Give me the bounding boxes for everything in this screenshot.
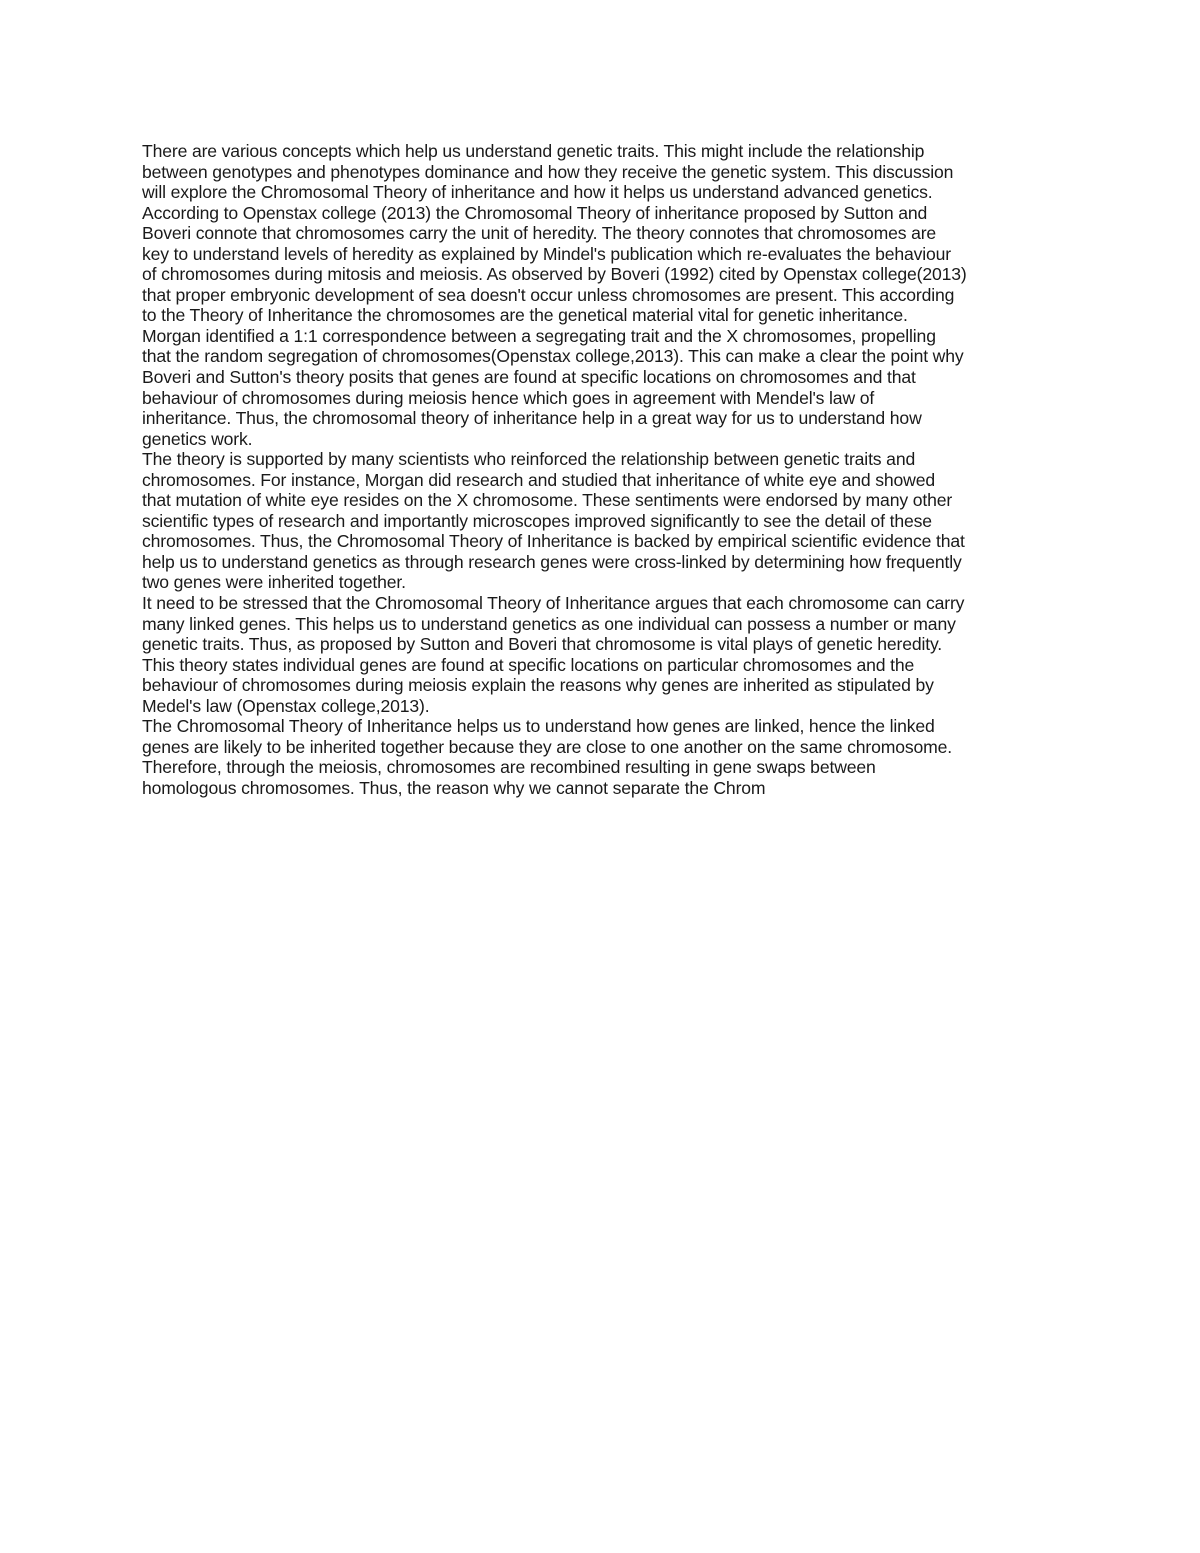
paragraph-4: The theory is supported by many scientists who reinforced the relationship between genetic traits and chromosomes. For instance, Morgan did research and studied that inheritance of white eye and showed that mutation of white eye resides on the X chromosome. These sentiments were endorsed by many other scientific types of research and importantly microscopes improved significantly to see the detail of these chromosomes. Thus, the Chromosomal Theory of Inheritance is backed by empirical scientific evidence that help us to understand genetics as through research genes were cross-linked by determining how frequently two genes were inherited together. [142,449,965,593]
paragraph-6: The Chromosomal Theory of Inheritance helps us to understand how genes are linked, hence the linked genes are likely to be inherited together because they are close to one another on the same chromosome. Therefore, through the meiosis, chromosomes are recombined resulting in gene swaps between homologous chromosomes. Thus, the reason why we cannot separate the Chrom [142,716,953,798]
body-text [142,141,967,799]
paragraph-1: There are various concepts which help us understand genetic traits. This might include the relationship between genotypes and phenotypes dominance and how they receive the genetic system. This discussion will explore the Chromosomal Theory of inheritance and how it helps us understand advanced genetics. [142,141,954,203]
paragraph-5: It need to be stressed that the Chromosomal Theory of Inheritance argues that each chromosome can carry many linked genes. This helps us to understand genetics as one individual can possess a number or many genetic traits. Thus, as proposed by Sutton and Boveri that chromosome is vital plays of genetic heredity. This theory states individual genes are found at specific locations on particular chromosomes and the behaviour of chromosomes during meiosis explain the reasons why genes are inherited as stipulated by Medel's law (Openstax college,2013). [142,593,965,716]
paragraph-2: According to Openstax college (2013) the Chromosomal Theory of inheritance proposed by Sutton and Boveri connote that chromosomes carry the unit of heredity. The theory connotes that chromosomes are key to understand levels of heredity as explained by Mindel's publication which re-evaluates the behaviour of chromosomes during mitosis and meiosis. As observed by Boveri (1992) cited by Openstax college(2013) that proper embryonic development of sea doesn't occur unless chromosomes are present. This according to the Theory of Inheritance the chromosomes are the genetical material vital for genetic inheritance. [142,202,967,326]
paragraph-3: Morgan identified a 1:1 correspondence between a segregating trait and the X chromosomes, propelling that the random segregation of chromosomes(Openstax college,2013). This can make a clear the point why Boveri and Sutton's theory posits that genes are found at specific locations on chromosomes and that behaviour of chromosomes during meiosis hence which goes in agreement with Mendel's law of inheritance. Thus, the chromosomal theory of inheritance help in a great way for us to understand how genetics work. [142,325,964,449]
